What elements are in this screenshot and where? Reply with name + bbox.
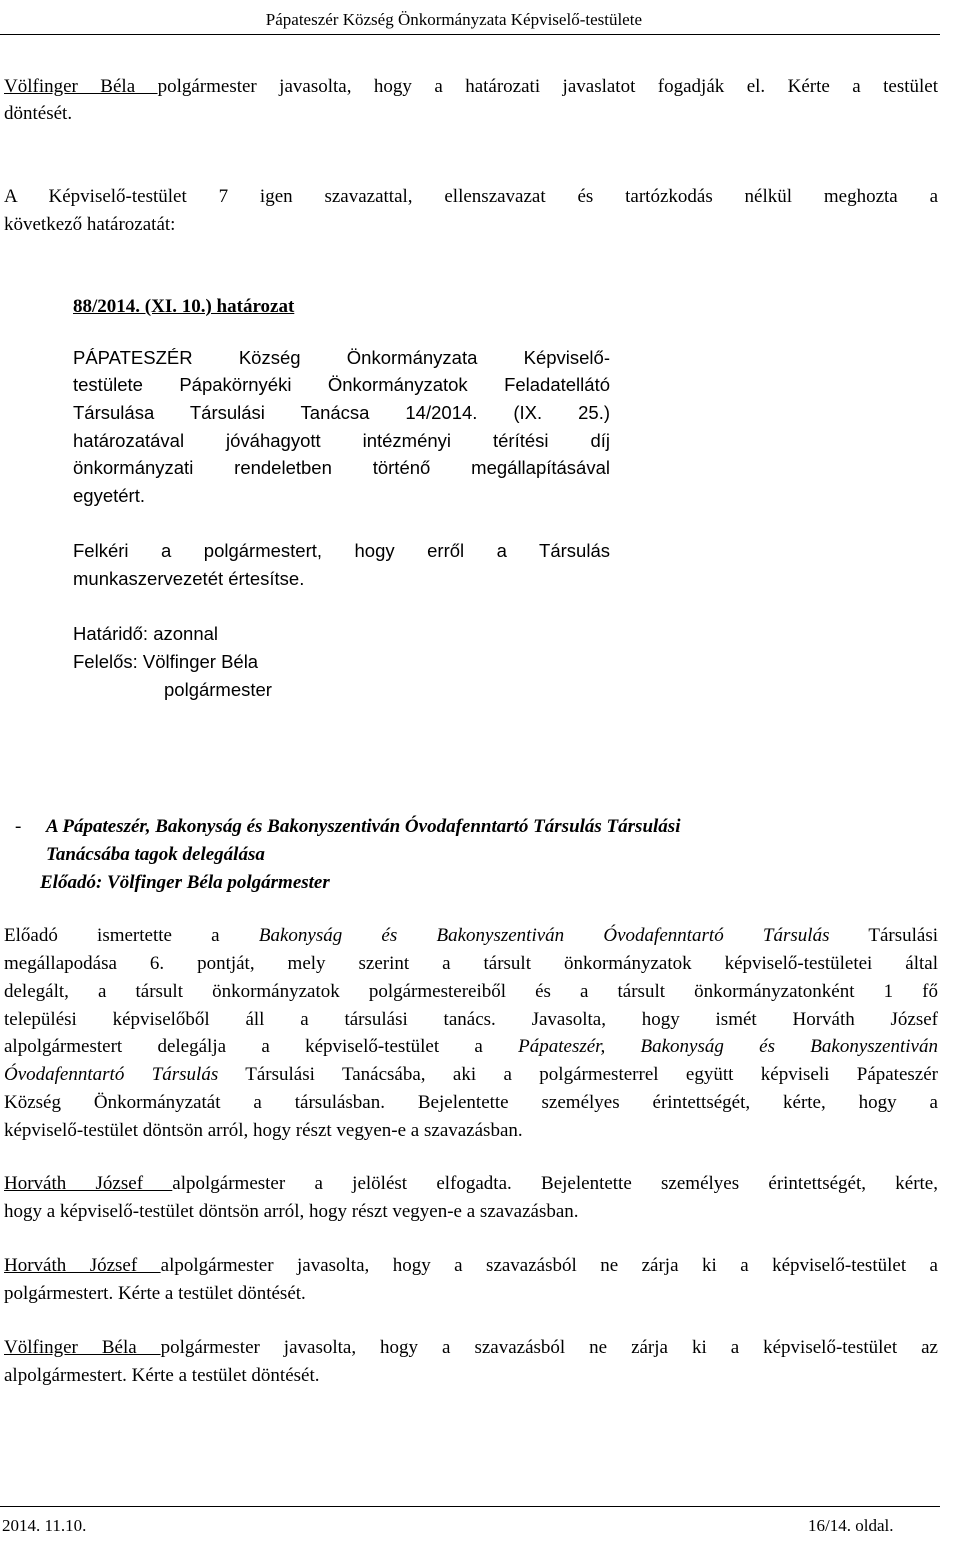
p3-line2: megállapodása 6. pontját, mely szerint a társult önkormányzatok képviselő-testületei által — [4, 953, 938, 974]
resolution-responsible: Felelős: Völfinger Béla — [73, 651, 259, 672]
resolution-line4: határozatával jóváhagyott intézményi térítési díj — [73, 430, 610, 451]
p3-line4: települési képviselőből áll a társulási tanács. Javasolta, hogy ismét Horváth József — [4, 1009, 938, 1030]
p4-line1: Horváth József alpolgármester a jelölést elfogadta. Bejelentette személyes érintettségét, kérte, — [4, 1173, 938, 1194]
resolution-deadline: Határidő: azonnal — [73, 623, 219, 644]
p1-line2: döntését. — [4, 103, 73, 124]
p6-name: Völfinger Béla — [4, 1337, 161, 1358]
p5-name: Horváth József — [4, 1255, 161, 1276]
p6-line1: Völfinger Béla polgármester javasolta, hogy a szavazásból ne zárja ki a képviselő-testület az — [4, 1337, 938, 1358]
p6-line2: alpolgármestert. Kérte a testület döntését. — [4, 1365, 320, 1386]
header-title: Pápateszér Község Önkormányzata Képviselő-testülete — [265, 10, 642, 29]
p3-line1: Előadó ismertette a Bakonyság és Bakonyszentiván Óvodafenntartó Társulás Társulási — [4, 925, 938, 946]
p3-line8: képviselő-testület döntsön arról, hogy részt vegyen-e a szavazásban. — [4, 1120, 523, 1141]
p2-line1: A Képviselő-testület 7 igen szavazattal, ellenszavazat és tartózkodás nélkül meghozta a — [4, 186, 938, 207]
p1-line1 — [4, 73, 938, 101]
agenda-title-line2: Tanácsába tagok delegálása — [46, 844, 265, 865]
page-header — [0, 0, 940, 35]
footer-page-number: 16/14. oldal. — [808, 1516, 894, 1535]
p1-text: polgármester javasolta, hogy a határozati javaslatot fogadják el. Kérte a testület — [157, 76, 938, 97]
resolution-responsible-role: polgármester — [164, 679, 272, 700]
p4-line2: hogy a képviselő-testület döntsön arról, hogy részt vegyen-e a szavazásban. — [4, 1201, 579, 1222]
p5-line1: Horváth József alpolgármester javasolta, hogy a szavazásból ne zárja ki a képviselő-testület a — [4, 1255, 938, 1276]
resolution-line2: testülete Pápakörnyéki Önkormányzatok Feladatellátó — [73, 374, 610, 395]
page-footer — [0, 1506, 940, 1542]
agenda-dash: - — [15, 816, 22, 837]
agenda-presenter: Előadó: Völfinger Béla polgármester — [40, 872, 330, 893]
p3-line7: Község Önkormányzatát a társulásban. Bejelentette személyes érintettségét, kérte, hogy a — [4, 1092, 938, 1113]
resolution-line6: egyetért. — [73, 485, 145, 506]
p3-line6: Óvodafenntartó Társulás Társulási Tanácsába, aki a polgármesterrel együtt képviseli Pápateszér — [4, 1064, 938, 1085]
p2-line2: következő határozatát: — [4, 214, 176, 235]
resolution-request-line1: Felkéri a polgármestert, hogy erről a Társulás — [73, 540, 610, 561]
p1-name: Völfinger Béla — [4, 76, 158, 97]
resolution-title: 88/2014. (XI. 10.) határozat — [73, 296, 295, 317]
footer-date: 2014. 11.10. — [2, 1516, 87, 1535]
p5-line2: polgármestert. Kérte a testület döntését. — [4, 1283, 306, 1304]
resolution-line3: Társulása Társulási Tanácsa 14/2014. (IX. 25.) — [73, 402, 610, 423]
resolution-request-line2: munkaszervezetét értesítse. — [73, 568, 305, 589]
resolution-line1: PÁPATESZÉR Község Önkormányzata Képviselő- — [73, 347, 610, 368]
p4-name: Horváth József — [4, 1173, 173, 1194]
p3-line5: alpolgármestert delegálja a képviselő-testület a Pápateszér, Bakonyság és Bakonyszentiván — [4, 1036, 938, 1057]
agenda-title-line1: A Pápateszér, Bakonyság és Bakonyszentiván Óvodafenntartó Társulás Társulási — [46, 816, 681, 837]
resolution-line5: önkormányzati rendeletben történő megállapításával — [73, 457, 610, 478]
p3-line3: delegált, a társult önkormányzatok polgármestereiből és a társult önkormányzatonként 1 fő — [4, 981, 938, 1002]
